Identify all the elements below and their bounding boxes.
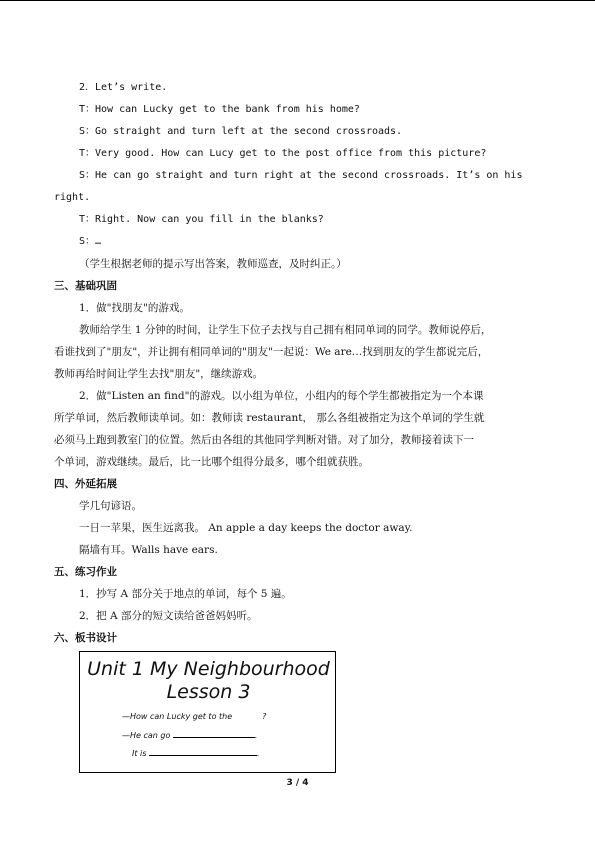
board-line-text: —How can Lucky get to the [122, 712, 233, 721]
text-line: T：Right. Now can you fill in the blanks? [79, 214, 324, 225]
board-blank [149, 747, 257, 756]
text-line: 2．Let’s write. [79, 82, 168, 93]
text-line: 看谁找到了"朋友"，并让拥有相同单词的"朋友"一起说：We are…找到朋友的学生都说完后， [54, 346, 489, 358]
top-rule [0, 0, 595, 1]
section-heading: 五、练习作业 [54, 566, 117, 578]
text-line: T：How can Lucky get to the bank from his home? [79, 104, 360, 115]
board-line-answer [122, 729, 257, 741]
text-line: 2．做"Listen an find"的游戏。以小组为单位，小组内的每个学生都被指定为一个本课 [79, 390, 484, 402]
board-title-lesson: Lesson 3 [166, 681, 251, 703]
board-line-end: . [256, 749, 260, 758]
section-heading: 六、板书设计 [54, 632, 117, 644]
board-line-end: . [254, 731, 258, 740]
text-line: 1．抄写 A 部分关于地点的单词，每个 5 遍。 [79, 588, 292, 600]
text-line: 个单词，游戏继续。最后，比一比哪个组得分最多，哪个组就获胜。 [54, 456, 369, 468]
board-line-location [132, 747, 260, 759]
board-gap [232, 711, 262, 719]
text-line: 2．把 A 部分的短文读给爸爸妈妈听。 [79, 610, 258, 622]
page-number: 3 / 4 [286, 778, 309, 788]
text-line: 学几句谚语。 [79, 500, 142, 512]
text-line: S：… [79, 236, 102, 247]
board-line-question [122, 711, 266, 722]
board-line-end: ? [262, 712, 267, 721]
board-title-unit: Unit 1 My Neighbourhood [87, 658, 330, 680]
text-line: T：Very good. How can Lucy get to the post office from this picture? [79, 148, 487, 159]
blackboard-design [79, 651, 336, 773]
board-line-text: It is [132, 749, 147, 758]
text-line: 必须马上跑到教室门的位置。然后由各组的其他同学判断对错。对了加分，教师接着读下一 [54, 434, 474, 446]
text-line: right. [54, 192, 91, 203]
section-heading: 四、外延拓展 [54, 478, 117, 490]
text-line: 1．做"找朋友"的游戏。 [79, 302, 190, 314]
text-line: 隔墙有耳。Walls have ears. [79, 544, 218, 556]
section-heading: 三、基础巩固 [54, 280, 117, 292]
board-line-text: —He can go [122, 731, 171, 740]
text-line: 一日一苹果，医生远离我。 An apple a day keeps the doctor away. [79, 522, 413, 534]
text-line: S：He can go straight and turn right at the second crossroads. It’s on his [79, 170, 523, 181]
board-blank [173, 729, 255, 738]
text-line: 教师再给时间让学生去找"朋友"，继续游戏。 [54, 368, 264, 380]
text-line: （学生根据老师的提示写出答案，教师巡查，及时纠正。） [79, 258, 347, 270]
text-line: 所学单词，然后教师读单词。如：教师读 restaurant， 那么各组被指定为这个单词的学生就 [54, 412, 485, 424]
text-line: 教师给学生 1 分钟的时间，让学生下位子去找与自己拥有相同单词的同学。教师说停后， [79, 324, 492, 336]
text-line: S：Go straight and turn left at the second crossroads. [79, 126, 403, 137]
